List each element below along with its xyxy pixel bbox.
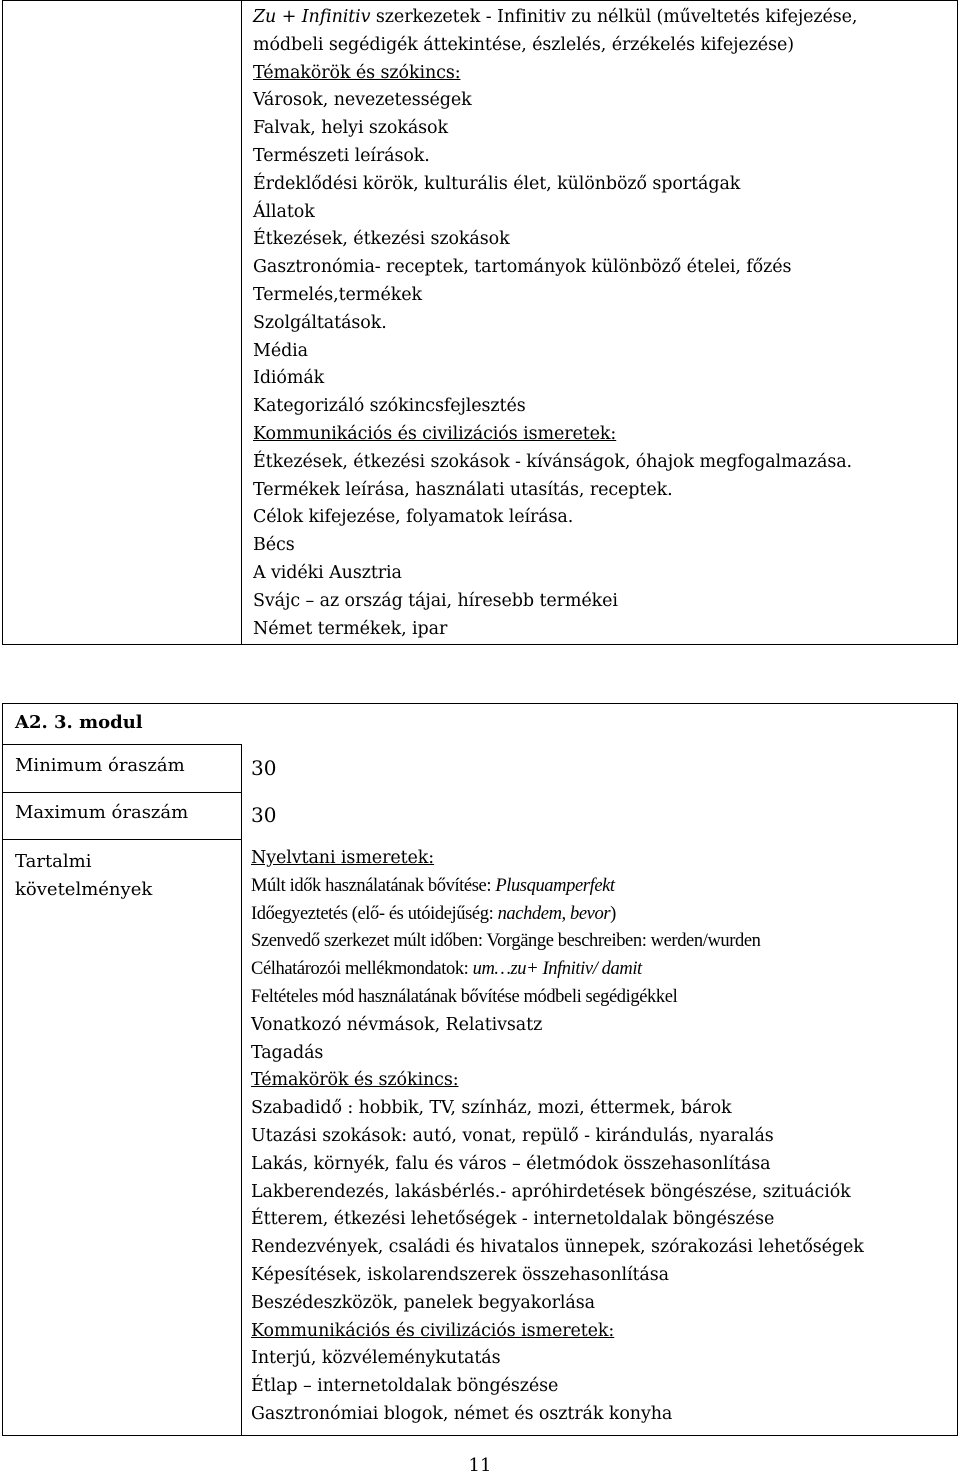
requirements-label-line-2: követelmények bbox=[15, 879, 153, 900]
requirements-label-line-1: Tartalmi bbox=[15, 851, 92, 872]
column-divider bbox=[241, 744, 242, 1435]
topic-item: Kategorizáló szókincsfejlesztés bbox=[253, 396, 526, 417]
topic-item: Termelés,termékek bbox=[253, 284, 423, 305]
topic-item: Szolgáltatások. bbox=[253, 312, 387, 333]
comm-heading: Kommunikációs és civilizációs ismeretek: bbox=[253, 423, 617, 444]
topic-item: Szabadidő : hobbik, TV, színház, mozi, éttermek, bárok bbox=[251, 1098, 732, 1119]
grammar-text-close: ) bbox=[610, 903, 616, 924]
comm-item: Célok kifejezése, folyamatok leírása. bbox=[253, 507, 574, 528]
topic-item: Természeti leírások. bbox=[253, 145, 430, 166]
row-divider bbox=[3, 792, 241, 793]
comm-item: Gasztronómiai blogok, német és osztrák konyha bbox=[251, 1403, 673, 1424]
topic-item: Utazási szokások: autó, vonat, repülő - kirándulás, nyaralás bbox=[251, 1125, 774, 1146]
grammar-text: Időegyeztetés (elő- és utóidejűség: bbox=[251, 903, 498, 924]
grammar-item: Vonatkozó névmások, Relativsatz bbox=[251, 1014, 543, 1035]
min-hours-label: Minimum óraszám bbox=[15, 755, 185, 776]
requirements-label bbox=[15, 848, 152, 904]
topic-item: Étkezések, étkezési szokások bbox=[253, 229, 510, 250]
grammar-term: Plusquamperfekt bbox=[495, 875, 615, 896]
comm-item: A vidéki Ausztria bbox=[253, 562, 402, 583]
column-divider bbox=[241, 1, 242, 644]
grammar-term: um…zu+ Infnitiv/ damit bbox=[472, 959, 642, 980]
intro-line-2: módbeli segédigék áttekintése, észlelés, érzékelés kifejezése) bbox=[253, 34, 794, 55]
syllabus-table-top bbox=[2, 0, 958, 645]
intro-line-1 bbox=[253, 4, 947, 32]
topic-item: Rendezvények, családi és hivatalos ünnepek, szórakozási lehetőségek bbox=[251, 1237, 864, 1258]
comm-heading: Kommunikációs és civilizációs ismeretek: bbox=[251, 1320, 615, 1341]
grammar-item bbox=[251, 956, 947, 984]
topic-item: Lakás, környék, falu és város – életmódok összehasonlítása bbox=[251, 1153, 771, 1174]
min-hours-value: 30 bbox=[251, 756, 277, 780]
comm-item: Svájc – az ország tájai, híresebb termékei bbox=[253, 590, 618, 611]
grammar-heading: Nyelvtani ismeretek: bbox=[251, 848, 435, 868]
topics-heading: Témakörök és szókincs: bbox=[253, 62, 461, 83]
topics-heading: Témakörök és szókincs: bbox=[251, 1070, 459, 1091]
comm-item: Bécs bbox=[253, 535, 295, 556]
comm-item: Étlap – internetoldalak böngészése bbox=[251, 1376, 559, 1397]
grammar-text: Célhatározói mellékmondatok: bbox=[251, 959, 473, 980]
page-number: 11 bbox=[468, 1455, 492, 1476]
topic-item: Állatok bbox=[253, 201, 315, 222]
row-divider bbox=[3, 839, 241, 840]
grammar-item bbox=[251, 873, 947, 901]
grammar-item: Szenvedő szerkezet múlt időben: Vorgänge beschreiben: werden/wurden bbox=[251, 931, 761, 952]
topic-item: Média bbox=[253, 340, 309, 361]
row-divider bbox=[3, 744, 241, 745]
grammar-item: Feltételes mód használatának bővítése módbeli segédigékkel bbox=[251, 986, 678, 1007]
topic-item: Beszédeszközök, panelek begyakorlása bbox=[251, 1292, 595, 1313]
content-cell bbox=[253, 4, 947, 643]
grammar-item bbox=[251, 901, 947, 929]
requirements-content bbox=[251, 845, 947, 1429]
topic-item: Idiómák bbox=[253, 368, 325, 389]
module-title: A2. 3. modul bbox=[15, 712, 143, 733]
comm-item: Német termékek, ipar bbox=[253, 618, 448, 639]
grammar-text: Múlt idők használatának bővítése: bbox=[251, 875, 496, 896]
comm-item: Étkezések, étkezési szokások - kívánságok, óhajok megfogalmazása. bbox=[253, 451, 853, 472]
grammar-item: Tagadás bbox=[251, 1042, 324, 1063]
topic-item: Érdeklődési körök, kulturális élet, különböző sportágak bbox=[253, 173, 741, 194]
topic-item: Városok, nevezetességek bbox=[253, 90, 472, 111]
topic-item: Étterem, étkezési lehetőségek - internetoldalak böngészése bbox=[251, 1209, 775, 1230]
max-hours-label: Maximum óraszám bbox=[15, 802, 189, 823]
comm-item: Termékek leírása, használati utasítás, receptek. bbox=[253, 479, 673, 500]
grammar-term: nachdem, bevor bbox=[497, 903, 611, 924]
topic-item: Gasztronómia- receptek, tartományok különböző ételei, főzés bbox=[253, 257, 792, 278]
comm-item: Interjú, közvéleménykutatás bbox=[251, 1348, 501, 1369]
topic-item: Lakberendezés, lakásbérlés.- apróhirdetések böngészése, szituációk bbox=[251, 1181, 851, 1202]
topic-item: Képesítések, iskolarendszerek összehasonlítása bbox=[251, 1264, 669, 1285]
topic-item: Falvak, helyi szokások bbox=[253, 118, 448, 139]
module-table bbox=[2, 703, 958, 1436]
intro-rest: szerkezetek - Infinitiv zu nélkül (műveltetés kifejezése, bbox=[370, 7, 858, 27]
max-hours-value: 30 bbox=[251, 803, 277, 827]
intro-italic: Zu + Infinitiv bbox=[253, 7, 371, 27]
